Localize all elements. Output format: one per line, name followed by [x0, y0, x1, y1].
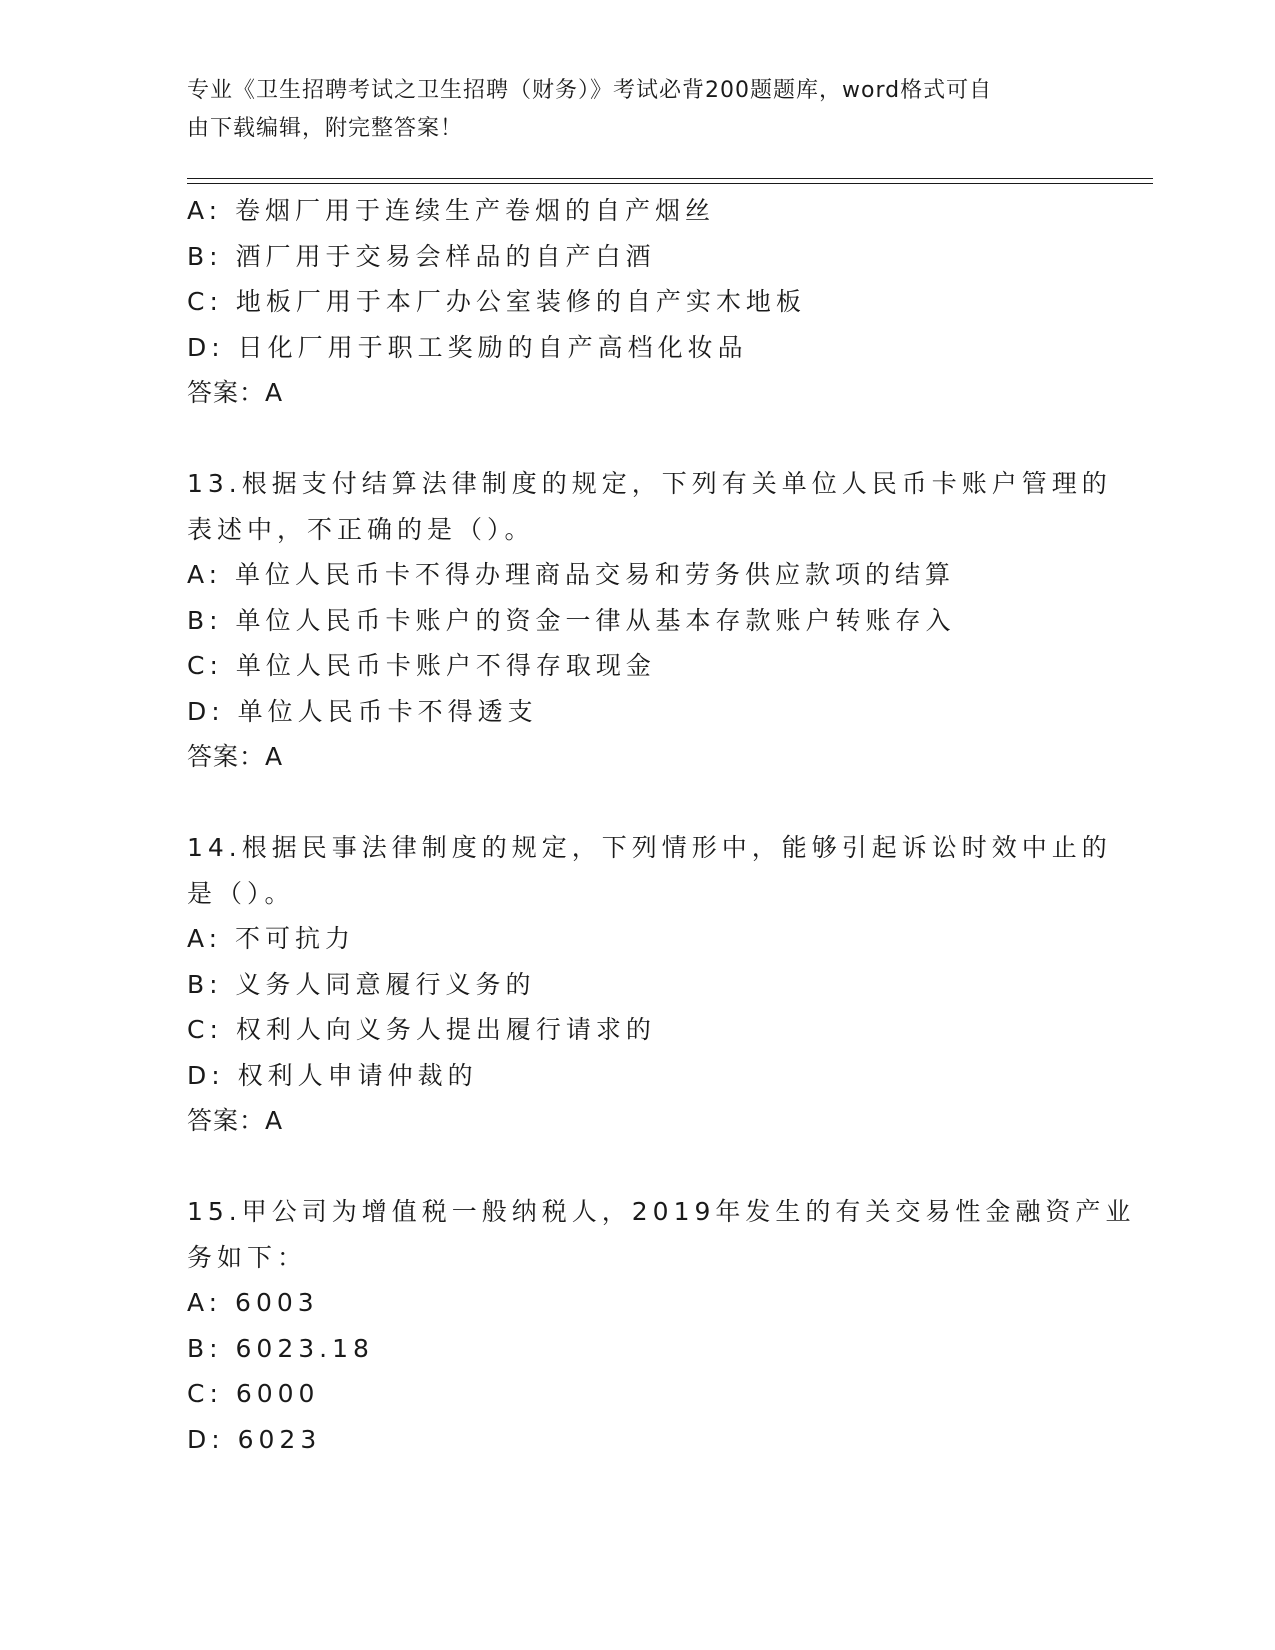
- answer-line: 答案：A: [187, 378, 284, 407]
- question-stem-line-1: 14.根据民事法律制度的规定，下列情形中，能够引起诉讼时效中止的: [187, 833, 1112, 862]
- option-d: D: 单位人民币卡不得透支: [187, 696, 538, 726]
- question-stem-line-2: 是（）。: [187, 878, 295, 908]
- header-divider-top: [187, 178, 1153, 179]
- spacer: [187, 780, 1087, 826]
- header-divider-bottom: [187, 183, 1153, 184]
- option-a: A: 单位人民币卡不得办理商品交易和劳务供应款项的结算: [187, 560, 956, 589]
- option-c: C: 权利人向义务人提出履行请求的: [187, 1015, 656, 1044]
- document-body: [187, 188, 1136, 1462]
- option-a: A: 不可抗力: [187, 924, 356, 953]
- header-title-line-2: 由下载编辑，附完整答案！: [187, 116, 464, 141]
- option-c: C: 6000: [187, 1379, 320, 1408]
- option-a: A: 卷烟厂用于连续生产卷烟的自产烟丝: [187, 196, 716, 225]
- option-b: B: 6023.18: [187, 1333, 374, 1363]
- question-13: [187, 461, 1112, 780]
- question-stem-line-1: 15.甲公司为增值税一般纳税人，2019年发生的有关交易性金融资产业: [187, 1197, 1136, 1226]
- option-b: B: 酒厂用于交易会样品的自产白酒: [187, 241, 656, 271]
- option-c: C: 地板厂用于本厂办公室装修的自产实木地板: [187, 287, 806, 316]
- answer-line: 答案：A: [187, 742, 284, 771]
- question-stem-line-1: 13.根据支付结算法律制度的规定，下列有关单位人民币卡账户管理的: [187, 469, 1112, 498]
- question-stem-line-2: 务如下：: [187, 1242, 308, 1272]
- spacer: [187, 416, 1087, 462]
- question-12-tail: [187, 188, 1087, 416]
- question-15: [187, 1189, 1136, 1462]
- option-c: C: 单位人民币卡账户不得存取现金: [187, 651, 656, 680]
- answer-line: 答案：A: [187, 1106, 284, 1135]
- option-a: A: 6003: [187, 1288, 319, 1317]
- question-stem-line-2: 表述中，不正确的是（）。: [187, 514, 535, 544]
- spacer: [187, 1144, 1087, 1190]
- header-title-line-1: 专业《卫生招聘考试之卫生招聘（财务）》考试必背200题题库，word格式可自: [187, 78, 993, 103]
- document-header: [187, 72, 1057, 148]
- option-d: D: 6023: [187, 1424, 322, 1454]
- option-b: B: 单位人民币卡账户的资金一律从基本存款账户转账存入: [187, 605, 956, 635]
- question-14: [187, 825, 1112, 1144]
- option-d: D: 权利人申请仲裁的: [187, 1060, 478, 1090]
- option-d: D: 日化厂用于职工奖励的自产高档化妆品: [187, 332, 748, 362]
- option-b: B: 义务人同意履行义务的: [187, 969, 536, 999]
